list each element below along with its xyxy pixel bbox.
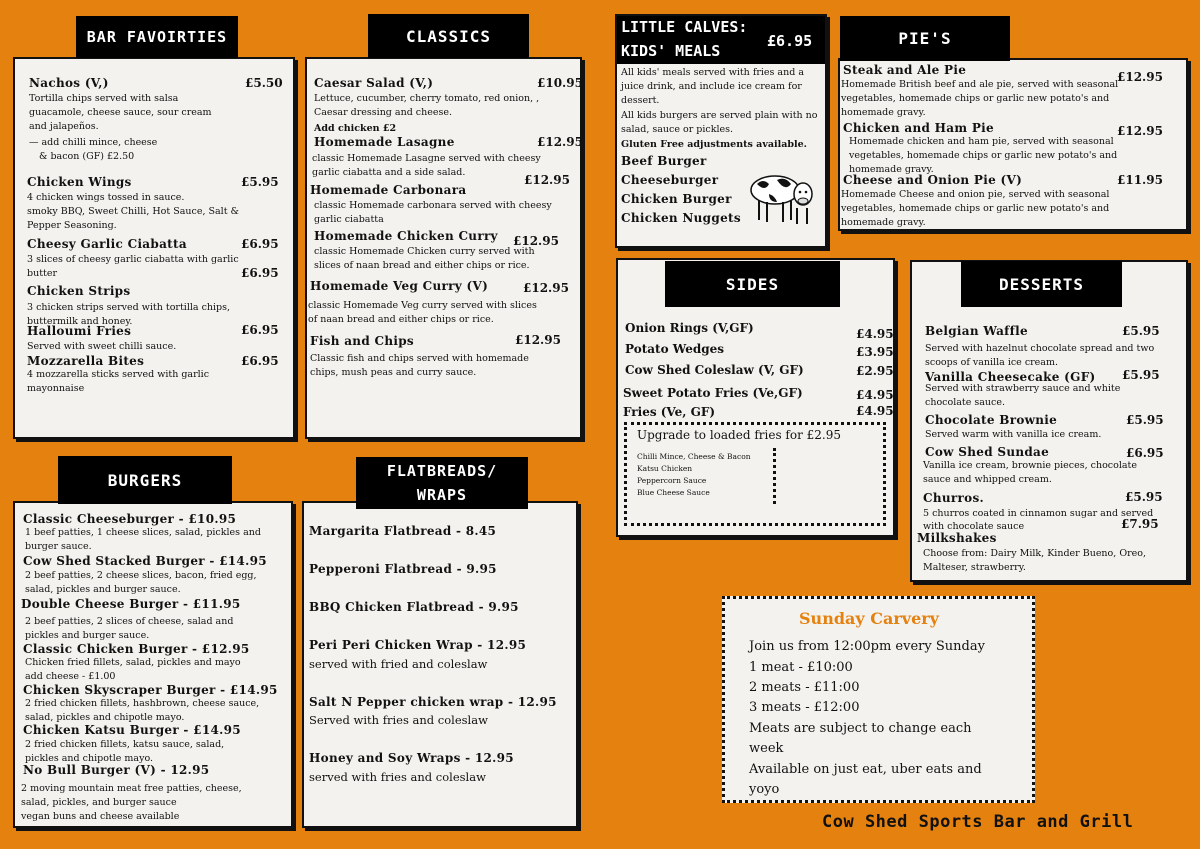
item-price: £12.95	[515, 333, 561, 347]
item-price: £12.95	[537, 135, 583, 149]
side-name: Fries (Ve, GF)	[623, 405, 716, 419]
item-name: Halloumi Fries	[27, 324, 132, 338]
item-desc: Served with hazelnut chocolate spread and two	[925, 343, 1155, 354]
cow-and-calf-icon	[747, 164, 817, 226]
item-name: Mozzarella Bites	[27, 354, 145, 368]
item-desc: 5 churros coated in cinnamon sugar and served	[923, 508, 1154, 519]
item-desc: classic Homemade Chicken curry served with	[314, 246, 535, 257]
kids-item: Chicken Burger	[621, 192, 732, 206]
carvery-line: yoyo	[749, 782, 780, 797]
item-desc: Add chicken £2	[314, 123, 397, 134]
item-name: Steak and Ale Pie	[843, 63, 967, 77]
item-name: Homemade Lasagne	[314, 135, 455, 149]
item-desc: 3 slices of cheesy garlic ciabatta with garlic	[27, 254, 239, 265]
classics-panel	[305, 57, 582, 439]
loaded-option: Peppercorn Sauce	[637, 476, 707, 485]
item-desc: chocolate sauce.	[925, 397, 1005, 408]
item-name: BBQ Chicken Flatbread - 9.95	[309, 600, 519, 614]
item-price: £5.95	[241, 175, 279, 189]
item-name: Chicken Katsu Burger - £14.95	[23, 723, 241, 737]
item-name: Cheese and Onion Pie (V)	[843, 173, 1023, 187]
item-price: £6.95	[241, 237, 279, 251]
item-desc: Served with sweet chilli sauce.	[27, 341, 177, 352]
sides-header: SIDES	[665, 261, 840, 307]
item-price: £5.50	[245, 76, 283, 90]
carvery-line: Available on just eat, uber eats and	[749, 762, 982, 777]
flatbreads-header-line2: WRAPS	[416, 486, 468, 504]
pies-header: PIE'S	[840, 16, 1010, 61]
item-price: £6.95	[241, 354, 279, 368]
upgrade-text: Upgrade to loaded fries for £2.95	[637, 428, 841, 442]
item-desc: scoops of vanilla ice cream.	[925, 357, 1058, 368]
item-price: £12.95	[523, 281, 569, 295]
item-desc: Served with strawberry sauce and white	[925, 383, 1121, 394]
kids-desc: dessert.	[621, 95, 660, 106]
item-name: Pepperoni Flatbread - 9.95	[309, 562, 497, 576]
kids-price: £6.95	[767, 32, 813, 50]
item-price: £12.95	[513, 234, 559, 248]
restaurant-name: Cow Shed Sports Bar and Grill	[822, 812, 1134, 832]
flatbreads-header	[356, 457, 528, 509]
item-desc: homemade gravy.	[849, 164, 934, 175]
kids-header-line1: LITTLE CALVES:	[621, 18, 748, 36]
item-name: Cow Shed Sundae	[925, 445, 1050, 459]
item-desc: 2 beef patties, 2 cheese slices, bacon, fried egg,	[25, 570, 257, 581]
item-desc: served with fried and coleslaw	[309, 657, 488, 671]
loaded-fries-box	[624, 422, 886, 526]
item-name: Homemade Chicken Curry	[314, 229, 498, 243]
item-price: £12.95	[1117, 124, 1163, 138]
item-name: Homemade Veg Curry (V)	[310, 279, 489, 293]
sunday-carvery-box	[722, 596, 1035, 803]
kids-desc: Gluten Free adjustments available.	[621, 139, 807, 150]
item-desc: classic Homemade Veg curry served with slices	[308, 300, 537, 311]
item-desc: 2 fried chicken fillets, katsu sauce, salad,	[25, 739, 225, 750]
item-desc: salad, pickles and chipotle mayo.	[25, 712, 185, 723]
item-price: £6.95	[241, 266, 279, 280]
classics-header: CLASSICS	[368, 14, 529, 58]
item-name: Chicken Skyscraper Burger - £14.95	[23, 683, 278, 697]
kids-item: Cheeseburger	[621, 173, 719, 187]
loaded-option: Chilli Mince, Cheese & Bacon	[637, 452, 751, 461]
item-name: Homemade Carbonara	[310, 183, 467, 197]
desserts-header: DESSERTS	[961, 261, 1122, 307]
item-desc: Homemade British beef and ale pie, served with seasonal	[841, 79, 1119, 90]
item-desc: Served warm with vanilla ice cream.	[925, 429, 1102, 440]
item-desc: pickles and chipotle mayo.	[25, 753, 154, 764]
item-name: Churros.	[923, 491, 984, 505]
side-name: Sweet Potato Fries (Ve,GF)	[623, 386, 803, 400]
item-price: £11.95	[1117, 173, 1163, 187]
item-name: Vanilla Cheesecake (GF)	[925, 370, 1096, 384]
side-price: £2.95	[856, 364, 894, 378]
item-desc: Chicken fried fillets, salad, pickles and mayo	[25, 657, 241, 668]
burgers-panel	[13, 501, 293, 828]
item-desc: homemade gravy.	[841, 107, 926, 118]
item-desc: vegetables, homemade chips or garlic new potato's and	[841, 93, 1110, 104]
carvery-line: week	[749, 741, 784, 756]
item-desc: vegetables, homemade chips or garlic new potato's and	[841, 203, 1110, 214]
item-desc: Homemade chicken and ham pie, served with seasonal	[849, 136, 1114, 147]
kids-desc: All kids' meals served with fries and a	[621, 67, 804, 78]
dotted-divider	[773, 448, 776, 504]
flatbreads-panel	[302, 501, 578, 828]
item-name: Cow Shed Stacked Burger - £14.95	[23, 554, 267, 568]
item-name: Chicken Wings	[27, 175, 132, 189]
item-desc: & bacon (GF) £2.50	[39, 151, 135, 162]
item-name: Honey and Soy Wraps - 12.95	[309, 751, 514, 765]
carvery-line: 2 meats - £11:00	[749, 680, 860, 695]
carvery-line: 3 meats - £12:00	[749, 700, 860, 715]
item-name: Margarita Flatbread - 8.45	[309, 524, 497, 538]
side-price: £3.95	[856, 345, 894, 359]
bar-favourites-header: BAR FAVOIRTIES	[76, 16, 238, 58]
item-desc: classic Homemade carbonara served with cheesy	[314, 200, 552, 211]
item-desc: Caesar dressing and cheese.	[314, 107, 452, 118]
loaded-option: Blue Cheese Sauce	[637, 488, 710, 497]
kids-meals-panel	[615, 14, 827, 248]
item-desc: Served with fries and coleslaw	[309, 713, 488, 727]
item-desc: vegan buns and cheese available	[21, 811, 180, 822]
item-desc: slices of naan bread and either chips or rice.	[314, 260, 530, 271]
item-name: Salt N Pepper chicken wrap - 12.95	[309, 695, 557, 709]
item-desc: 4 chicken wings tossed in sauce.	[27, 192, 185, 203]
kids-desc: juice drink, and include ice cream for	[621, 81, 802, 92]
item-desc: vegetables, homemade chips or garlic new potato's and	[849, 150, 1118, 161]
item-desc: served with fries and coleslaw	[309, 770, 486, 784]
item-name: Milkshakes	[917, 531, 997, 545]
desserts-panel	[910, 260, 1188, 582]
side-price: £4.95	[856, 327, 894, 341]
item-desc: chips, mush peas and curry sauce.	[310, 367, 477, 378]
item-desc: garlic ciabatta	[314, 214, 384, 225]
carvery-line: Meats are subject to change each	[749, 721, 972, 736]
bar-favourites-panel	[13, 57, 295, 439]
item-name: No Bull Burger (V) - 12.95	[23, 763, 210, 777]
carvery-title: Sunday Carvery	[799, 609, 939, 628]
item-price: £12.95	[1117, 70, 1163, 84]
item-desc: butter	[27, 268, 57, 279]
item-name: Fish and Chips	[310, 334, 414, 348]
item-price: £10.95	[537, 76, 583, 90]
item-desc: homemade gravy.	[841, 217, 926, 228]
item-desc: Pepper Seasoning.	[27, 220, 117, 231]
side-name: Cow Shed Coleslaw (V, GF)	[625, 363, 804, 377]
item-price: £6.95	[241, 323, 279, 337]
item-desc: — add chilli mince, cheese	[29, 137, 158, 148]
item-name: Peri Peri Chicken Wrap - 12.95	[309, 638, 527, 652]
pies-panel	[838, 58, 1188, 231]
item-name: Chicken Strips	[27, 284, 131, 298]
item-name: Chocolate Brownie	[925, 413, 1058, 427]
kids-desc: salad, sauce or pickles.	[621, 124, 734, 135]
item-name: Nachos (V,)	[29, 76, 109, 90]
item-desc: Vanilla ice cream, brownie pieces, chocolate	[923, 460, 1137, 471]
kids-header	[617, 16, 825, 64]
carvery-line: 1 meat - £10:00	[749, 660, 853, 675]
kids-item: Beef Burger	[621, 154, 707, 168]
side-price: £4.95	[856, 388, 894, 402]
item-name: Cheesy Garlic Ciabatta	[27, 237, 187, 251]
item-desc: 3 chicken strips served with tortilla chips,	[27, 302, 231, 313]
burgers-header: BURGERS	[58, 456, 232, 504]
item-desc: guacamole, cheese sauce, sour cream	[29, 107, 212, 118]
item-name: Classic Cheeseburger - £10.95	[23, 512, 237, 526]
item-desc: 1 beef patties, 1 cheese slices, salad, pickles and	[25, 527, 261, 538]
item-price: £7.95	[1121, 517, 1159, 531]
item-desc: Tortilla chips served with salsa	[29, 93, 179, 104]
item-desc: classic Homemade Lasagne served with cheesy	[312, 153, 541, 164]
item-desc: pickles and burger sauce.	[25, 630, 150, 641]
side-price: £4.95	[856, 404, 894, 418]
kids-item: Chicken Nuggets	[621, 211, 741, 225]
item-name: Double Cheese Burger - £11.95	[21, 597, 241, 611]
item-desc: Choose from: Dairy Milk, Kinder Bueno, Oreo,	[923, 548, 1147, 559]
item-desc: Classic fish and chips served with homemade	[310, 353, 529, 364]
item-desc: salad, pickles, and burger sauce	[21, 797, 177, 808]
item-desc: and jalapeños.	[29, 121, 99, 132]
kids-desc: All kids burgers are served plain with no	[621, 110, 818, 121]
item-price: £5.95	[1122, 368, 1160, 382]
item-desc: with chocolate sauce	[923, 521, 1025, 532]
item-desc: buttermilk and honey.	[27, 316, 133, 327]
item-desc: add cheese - £1.00	[25, 671, 116, 682]
item-desc: 2 moving mountain meat free patties, cheese,	[21, 783, 242, 794]
item-desc: mayonnaise	[27, 383, 85, 394]
item-price: £6.95	[1126, 446, 1164, 460]
flatbreads-header-line1: FLATBREADS/	[386, 462, 498, 480]
item-desc: burger sauce.	[25, 541, 92, 552]
item-name: Belgian Waffle	[925, 324, 1028, 338]
item-desc: Malteser, strawberry.	[923, 562, 1026, 573]
kids-header-line2: KIDS' MEALS	[621, 42, 721, 60]
carvery-line: Join us from 12:00pm every Sunday	[749, 639, 985, 654]
item-desc: Homemade Cheese and onion pie, served with seasonal	[841, 189, 1110, 200]
item-desc: smoky BBQ, Sweet Chilli, Hot Sauce, Salt &	[27, 206, 239, 217]
item-desc: 2 beef patties, 2 slices of cheese, salad and	[25, 616, 234, 627]
item-name: Classic Chicken Burger - £12.95	[23, 642, 250, 656]
item-name: Caesar Salad (V,)	[314, 76, 434, 90]
side-name: Potato Wedges	[625, 342, 725, 356]
side-name: Onion Rings (V,GF)	[625, 321, 754, 335]
item-price: £12.95	[524, 173, 570, 187]
item-desc: sauce and whipped cream.	[923, 474, 1052, 485]
item-desc: of naan bread and either chips or rice.	[308, 314, 494, 325]
item-price: £5.95	[1125, 490, 1163, 504]
item-name: Chicken and Ham Pie	[843, 121, 994, 135]
item-price: £5.95	[1122, 324, 1160, 338]
item-desc: salad, pickles and burger sauce.	[25, 584, 181, 595]
loaded-option: Katsu Chicken	[637, 464, 693, 473]
item-desc: 4 mozzarella sticks served with garlic	[27, 369, 210, 380]
item-desc: 2 fried chicken fillets, hashbrown, cheese sauce,	[25, 698, 260, 709]
item-price: £5.95	[1126, 413, 1164, 427]
item-desc: garlic ciabatta and a side salad.	[312, 167, 466, 178]
item-desc: Lettuce, cucumber, cherry tomato, red onion, ,	[314, 93, 540, 104]
